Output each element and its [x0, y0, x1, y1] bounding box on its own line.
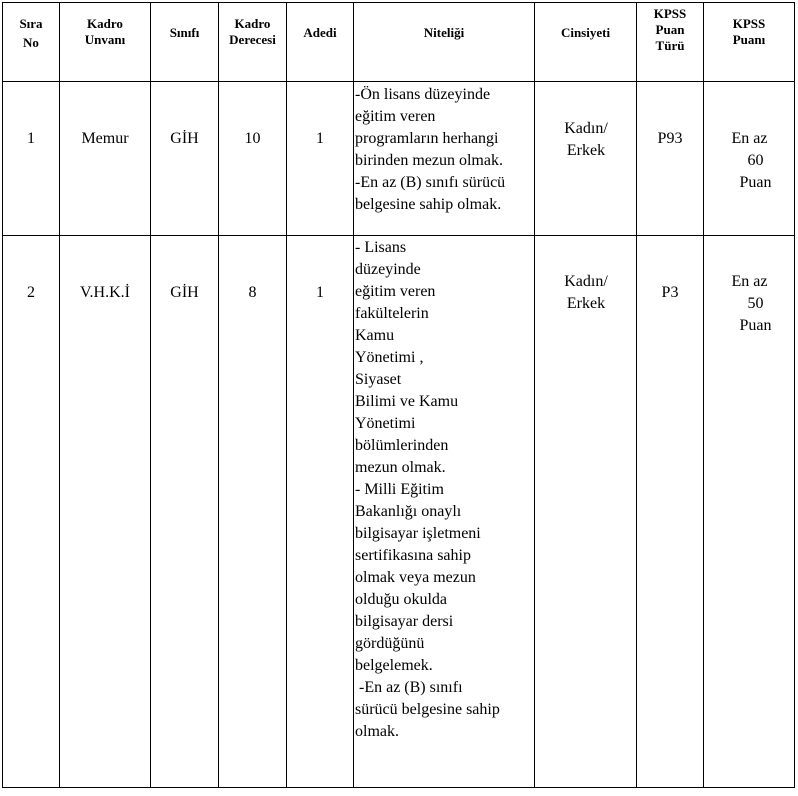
header-sira-no-line1: Sıra [19, 16, 43, 31]
header-sira-no [3, 3, 60, 82]
cell-kadro-derecesi: 8 [219, 236, 287, 788]
cell-kadro-unvani: Memur [60, 82, 151, 236]
cell-cinsiyeti: Kadın/ Erkek [535, 236, 637, 788]
header-kadro-derecesi-line1: Kadro [234, 16, 271, 31]
header-kpss-puan-turu [637, 3, 704, 82]
header-kpss-puan-turu-line2: Puan [655, 22, 685, 37]
header-kpss-puan-turu-line1: KPSS [653, 6, 687, 21]
table-row [3, 236, 795, 788]
cell-sira-no: 2 [3, 236, 60, 788]
cell-adedi: 1 [287, 236, 354, 788]
header-kpss-puani-line1: KPSS [732, 16, 766, 31]
cell-kadro-derecesi: 10 [219, 82, 287, 236]
header-kadro-derecesi [219, 3, 287, 82]
header-kpss-puani [704, 3, 795, 82]
header-sira-no-line2: No [23, 35, 39, 50]
cell-kpss-puani: En az 50 Puan [704, 236, 795, 788]
header-kadro-unvani [60, 3, 151, 82]
cell-niteligi: -Ön lisans düzeyinde eğitim veren programların herhangi birinden mezun olmak. -En az (B) sınıfı sürücü belgesine sahip olmak. [354, 82, 535, 236]
cell-kpss-puan-turu: P3 [637, 236, 704, 788]
header-kpss-puan-turu-line3: Türü [655, 38, 685, 53]
cell-sira-no: 1 [3, 82, 60, 236]
header-cinsiyeti [535, 3, 637, 82]
header-adedi-line1: Adedi [303, 25, 337, 40]
header-cinsiyeti-line1: Cinsiyeti [560, 25, 611, 40]
cell-sinifi: GİH [151, 236, 219, 788]
cell-adedi: 1 [287, 82, 354, 236]
cell-cinsiyeti: Kadın/ Erkek [535, 82, 637, 236]
cell-niteligi: - Lisans düzeyinde eğitim veren fakültelerin Kamu Yönetimi , Siyaset Bilimi ve Kamu Yönetimi bölümlerinden mezun olmak. - Milli Eğitim Bakanlığı onaylı bilgisayar işletmeni sertifikasına sahip olmak veya mezun olduğu okulda bilgisayar dersi gördüğünü belgelemek. -En az (B) sınıfı sürücü belgesine sahip olmak. [354, 236, 535, 788]
header-kadro-unvani-line2: Unvanı [84, 32, 126, 47]
kadro-table [2, 2, 795, 788]
header-niteligi-line1: Niteliği [423, 25, 465, 40]
header-row [3, 3, 795, 82]
cell-kpss-puan-turu: P93 [637, 82, 704, 236]
header-kpss-puani-line2: Puanı [732, 32, 766, 47]
header-kadro-unvani-line1: Kadro [87, 16, 123, 31]
table-row [3, 82, 795, 236]
header-sinifi [151, 3, 219, 82]
header-kadro-derecesi-line2: Derecesi [229, 32, 276, 47]
cell-kpss-puani: En az 60 Puan [704, 82, 795, 236]
cell-kadro-unvani: V.H.K.İ [60, 236, 151, 788]
header-niteligi [354, 3, 535, 82]
header-adedi [287, 3, 354, 82]
header-sinifi-line1: Sınıfı [169, 25, 200, 40]
cell-sinifi: GİH [151, 82, 219, 236]
